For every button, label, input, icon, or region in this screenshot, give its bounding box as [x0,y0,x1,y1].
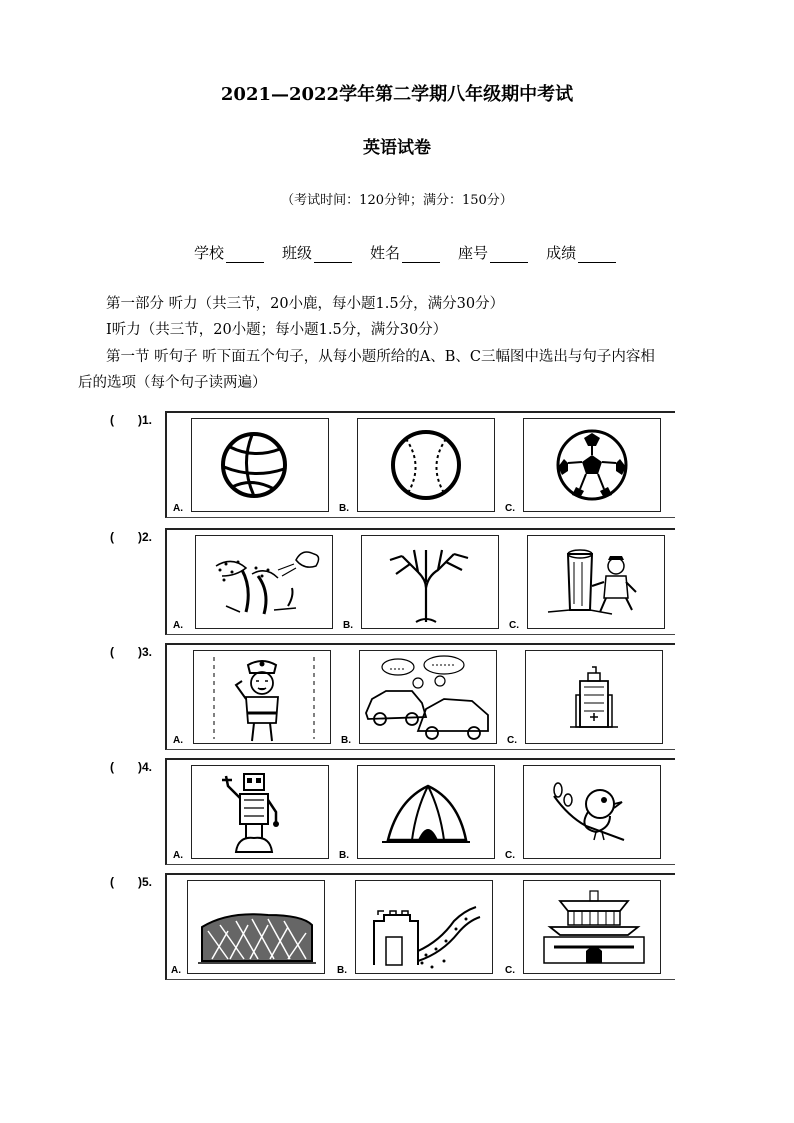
birds-nest-stadium-icon [188,881,324,973]
question-label[interactable]: ( )1. [110,413,153,427]
tiananmen-icon [524,881,660,973]
option-c[interactable] [523,880,661,974]
section-heading: I听力（共三节，20小题；每小题1.5分，满分30分） [106,322,448,338]
question-frame [165,643,675,750]
option-c-label: C. [505,850,515,861]
option-a[interactable] [187,880,325,974]
question-3 [110,643,675,751]
option-a-label: A. [173,620,183,631]
option-c[interactable] [527,535,665,629]
tree-stump-boy-icon [528,536,664,628]
question-label[interactable]: ( )4. [110,760,153,774]
question-2 [110,528,675,636]
page-title: 2021—2022学年第二学期八年级期中考试 [220,84,574,105]
windy-trees-icon [196,536,332,628]
part1-heading: 第一部分 听力（共三节，20小鹿，每小题1.5分，满分30分） [106,296,505,312]
option-a-label: A. [173,850,183,861]
option-c-label: C. [505,503,515,514]
exam-info: （考试时间：120分钟；满分：150分） [281,193,513,208]
option-b-label: B. [341,735,351,746]
option-b-label: B. [343,620,353,631]
great-wall-icon [356,881,492,973]
option-b[interactable] [355,880,493,974]
question-4 [110,758,675,866]
option-c-label: C. [509,620,519,631]
option-b[interactable] [361,535,499,629]
option-a[interactable] [195,535,333,629]
field-score[interactable]: 成绩 [546,242,616,263]
field-class[interactable]: 班级 [282,242,352,263]
option-c-label: C. [507,735,517,746]
robot-icon [192,766,328,858]
tent-icon [358,766,494,858]
baseball-icon [358,419,494,511]
option-a-label: A. [173,735,183,746]
option-c[interactable] [523,418,661,512]
question-1 [110,411,675,519]
field-school[interactable]: 学校 [194,242,264,263]
option-c-label: C. [505,965,515,976]
question-frame [165,528,675,635]
option-b-label: B. [339,503,349,514]
option-a[interactable] [191,765,329,859]
option-c[interactable] [525,650,663,744]
option-b[interactable] [359,650,497,744]
option-b[interactable] [357,765,495,859]
soccer-ball-icon [524,419,660,511]
option-a[interactable] [191,418,329,512]
option-a[interactable] [193,650,331,744]
option-a-label: A. [171,965,181,976]
question-label[interactable]: ( )3. [110,645,153,659]
option-b-label: B. [339,850,349,861]
question-frame [165,758,675,865]
volleyball-icon [192,419,328,511]
option-b[interactable] [357,418,495,512]
bird-icon [524,766,660,858]
question-frame [165,411,675,518]
car-accident-icon [360,651,496,743]
question-label[interactable]: ( )5. [110,875,153,889]
question-5 [110,873,675,981]
question-frame [165,873,675,980]
student-info-fields [194,242,616,263]
section1-instruction-cont: 后的选项（每个句子读两遍） [78,375,267,391]
option-c[interactable] [523,765,661,859]
bare-tree-icon [362,536,498,628]
field-name[interactable]: 姓名 [370,242,440,263]
field-seat[interactable]: 座号 [458,242,528,263]
option-b-label: B. [337,965,347,976]
question-label[interactable]: ( )2. [110,530,153,544]
hospital-icon [526,651,662,743]
option-a-label: A. [173,503,183,514]
police-officer-icon [194,651,330,743]
subject-title: 英语试卷 [363,138,431,158]
section1-instruction: 第一节 听句子 听下面五个句子，从每小题所给的A、B、C三幅图中选出与句子内容相 [106,349,655,365]
